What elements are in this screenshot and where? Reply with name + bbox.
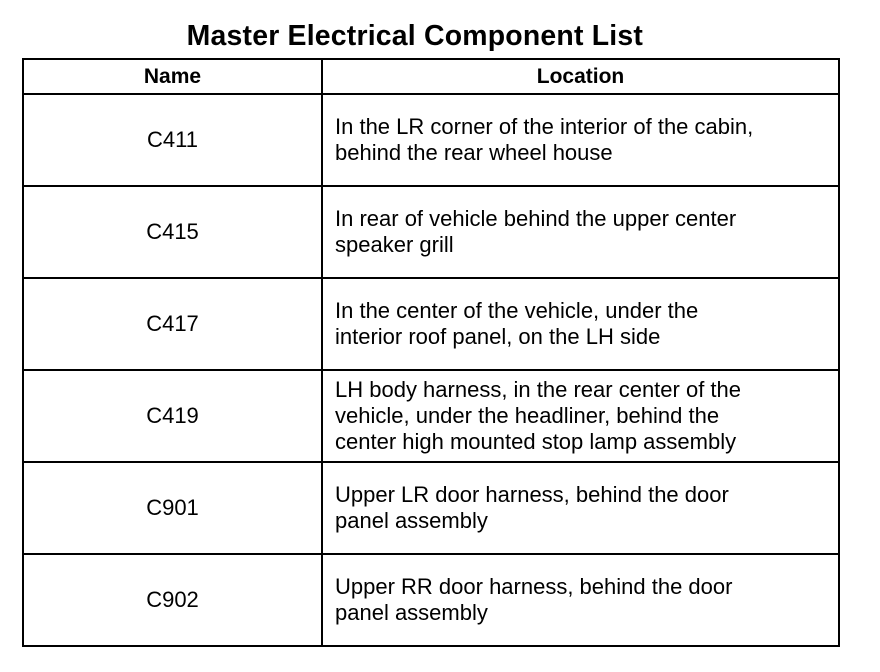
column-header-name: Name <box>23 59 322 94</box>
component-name-cell: C417 <box>23 278 322 370</box>
component-location-cell <box>322 554 839 646</box>
component-location-cell <box>322 370 839 462</box>
component-name-cell: C419 <box>23 370 322 462</box>
table-row <box>23 370 839 462</box>
component-name-cell: C411 <box>23 94 322 186</box>
column-header-location: Location <box>322 59 839 94</box>
location-text-line: vehicle, under the headliner, behind the <box>335 403 720 428</box>
component-name-cell: C901 <box>23 462 322 554</box>
location-text-line: panel assembly <box>335 600 488 625</box>
location-text-line: In the center of the vehicle, under the <box>335 298 699 323</box>
location-text-line: Upper LR door harness, behind the door <box>335 482 729 507</box>
page-title-text: Master Electrical Component List <box>186 20 644 52</box>
component-table <box>22 58 840 647</box>
component-location-cell <box>322 278 839 370</box>
table-row <box>23 94 839 186</box>
page-bottom-edge <box>0 654 880 672</box>
component-location-cell <box>322 186 839 278</box>
location-text-line: In the LR corner of the interior of the cabin, <box>335 114 754 139</box>
component-location-cell <box>322 94 839 186</box>
table-row <box>23 462 839 554</box>
location-text-line: speaker grill <box>335 232 454 257</box>
table-row <box>23 554 839 646</box>
location-text-line: In rear of vehicle behind the upper center <box>335 206 737 231</box>
location-text-line: Upper RR door harness, behind the door <box>335 574 733 599</box>
location-text-line: panel assembly <box>335 508 488 533</box>
component-location-cell <box>322 462 839 554</box>
location-text-line: interior roof panel, on the LH side <box>335 324 661 349</box>
component-name-cell: C415 <box>23 186 322 278</box>
table-header-row <box>23 59 839 94</box>
page-title <box>0 16 830 56</box>
table-row <box>23 278 839 370</box>
location-text-line: LH body harness, in the rear center of the <box>335 377 742 402</box>
location-text-line: behind the rear wheel house <box>335 140 613 165</box>
location-text-line: center high mounted stop lamp assembly <box>335 429 737 454</box>
table-row <box>23 186 839 278</box>
component-name-cell: C902 <box>23 554 322 646</box>
